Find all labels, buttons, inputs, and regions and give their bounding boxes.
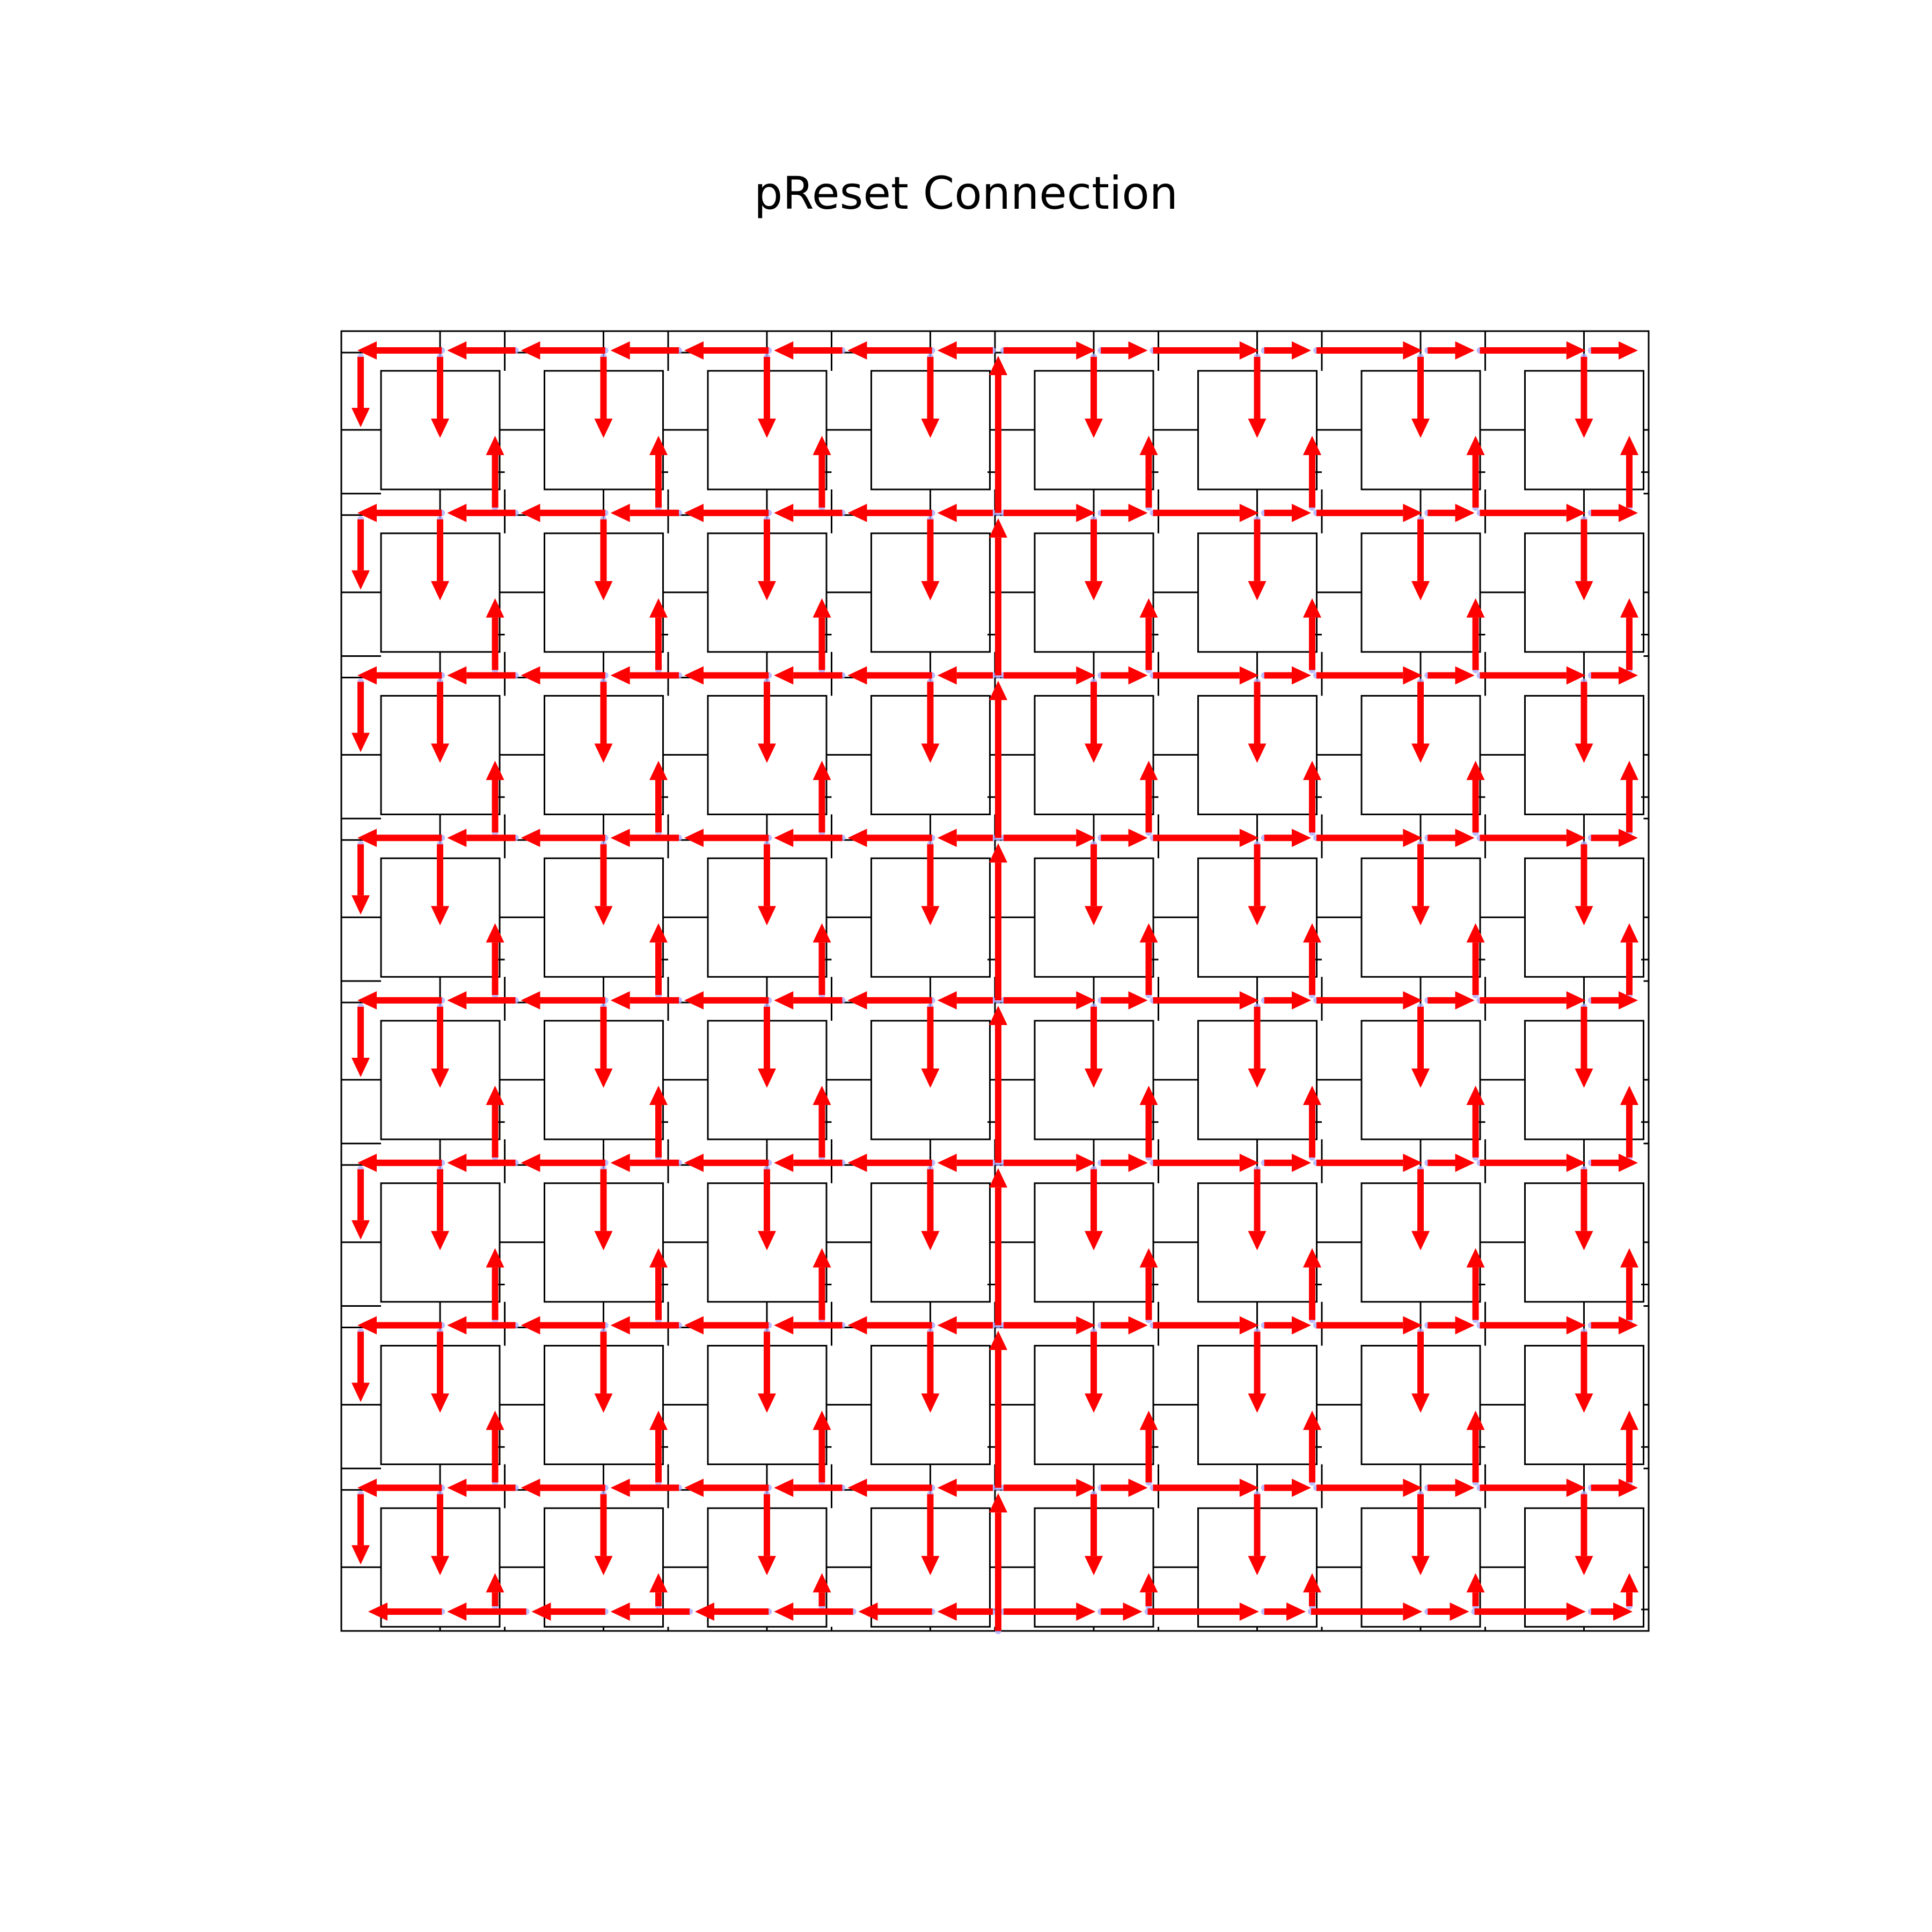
connection-arrow xyxy=(938,1154,993,1172)
connection-arrow xyxy=(1153,1154,1259,1172)
connection-arrow xyxy=(431,844,449,925)
connection-arrow xyxy=(521,991,605,1009)
connection-arrow xyxy=(431,357,449,438)
connection-arrow xyxy=(1475,1602,1586,1621)
connection-arrow xyxy=(595,1007,613,1088)
connection-arrow xyxy=(1428,667,1474,685)
connection-arrow xyxy=(758,1332,776,1413)
connection-arrow xyxy=(1620,436,1638,508)
connection-arrow xyxy=(989,518,1007,676)
connection-arrow xyxy=(486,1573,504,1606)
connection-arrow xyxy=(1428,1154,1474,1172)
connection-arrow xyxy=(1248,1007,1267,1088)
connection-arrow xyxy=(938,1316,993,1335)
connection-arrow xyxy=(1411,1332,1430,1413)
connection-arrow xyxy=(921,1007,940,1088)
connection-arrow xyxy=(921,519,940,601)
connection-arrow xyxy=(1248,1332,1267,1413)
connection-arrow xyxy=(611,1602,690,1621)
connection-arrow xyxy=(1411,519,1430,601)
connection-arrow xyxy=(595,844,613,925)
connection-arrow xyxy=(431,1169,449,1250)
connection-arrow xyxy=(1480,1154,1586,1172)
connection-arrow xyxy=(921,1494,940,1575)
connection-arrow xyxy=(357,1154,442,1172)
connection-arrow xyxy=(1411,1007,1430,1088)
connection-arrow xyxy=(1085,1332,1103,1413)
connection-arrow xyxy=(1411,844,1430,925)
connection-arrow xyxy=(1140,1573,1158,1606)
connection-arrow xyxy=(595,357,613,438)
connection-arrow xyxy=(758,844,776,925)
connection-arrow xyxy=(1085,1169,1103,1250)
connection-arrow xyxy=(1264,1154,1311,1172)
connection-arrow xyxy=(352,1169,370,1240)
connection-arrow xyxy=(1480,1479,1586,1497)
connection-arrow xyxy=(684,991,769,1009)
connection-arrow xyxy=(1316,504,1422,522)
connection-arrow xyxy=(684,1154,769,1172)
connection-arrow xyxy=(431,1494,449,1575)
connection-arrow xyxy=(813,1573,831,1606)
connection-arrow xyxy=(1575,1007,1593,1088)
connection-arrow xyxy=(684,1479,769,1497)
connection-arrow xyxy=(1428,1602,1469,1621)
connection-arrow xyxy=(684,341,769,360)
connection-arrow xyxy=(521,1154,605,1172)
connection-arrow xyxy=(1303,1573,1321,1606)
connection-arrow xyxy=(1085,844,1103,925)
connection-arrow xyxy=(848,991,932,1009)
connection-arrow xyxy=(938,1479,993,1497)
connection-arrow xyxy=(1264,829,1311,847)
connection-arrow xyxy=(1153,1479,1259,1497)
connection-arrow xyxy=(921,357,940,438)
connection-arrow xyxy=(848,1154,932,1172)
connection-arrow xyxy=(758,682,776,763)
connection-arrow xyxy=(1004,1602,1095,1621)
connection-arrow xyxy=(1153,667,1259,685)
connection-arrow xyxy=(595,1332,613,1413)
connection-arrow xyxy=(1101,1602,1142,1621)
connection-arrow xyxy=(921,682,940,763)
connection-arrow xyxy=(1085,682,1103,763)
connection-arrow xyxy=(1153,341,1259,360)
connection-arrow xyxy=(921,1169,940,1250)
connection-arrow xyxy=(921,844,940,925)
connection-arrow xyxy=(1153,991,1259,1009)
connection-arrow xyxy=(774,1602,853,1621)
connection-arrow xyxy=(1264,1479,1311,1497)
connection-arrow xyxy=(684,829,769,847)
connection-arrow xyxy=(1467,1573,1485,1606)
connection-arrow xyxy=(357,829,442,847)
connection-arrow xyxy=(1085,1007,1103,1088)
connection-arrow xyxy=(1101,829,1147,847)
connection-arrow xyxy=(1428,341,1474,360)
connection-arrow xyxy=(1620,1411,1638,1483)
connection-arrow xyxy=(1101,667,1147,685)
connection-arrow xyxy=(1316,1154,1422,1172)
connection-arrow xyxy=(938,341,993,360)
connection-arrow xyxy=(1316,667,1422,685)
connection-arrow xyxy=(1575,1332,1593,1413)
connection-arrow xyxy=(352,519,370,590)
connection-arrow xyxy=(848,829,932,847)
connection-arrow xyxy=(758,1007,776,1088)
connection-arrow xyxy=(1085,357,1103,438)
connection-arrow xyxy=(595,519,613,601)
connection-arrow xyxy=(431,1332,449,1413)
connection-arrow xyxy=(352,682,370,752)
connection-arrow xyxy=(848,341,932,360)
connection-arrow xyxy=(1248,519,1267,601)
connection-arrow xyxy=(357,1479,442,1497)
connection-arrow xyxy=(848,667,932,685)
connection-arrow xyxy=(1101,504,1147,522)
connection-arrow xyxy=(1575,1169,1593,1250)
connection-arrow xyxy=(431,519,449,601)
connection-arrow xyxy=(1591,341,1638,360)
connection-arrow xyxy=(521,829,605,847)
connection-arrow xyxy=(1316,829,1422,847)
connection-arrow xyxy=(1004,1154,1095,1172)
connection-arrow xyxy=(1153,829,1259,847)
connection-arrow xyxy=(684,1316,769,1335)
connection-arrow xyxy=(649,1573,668,1606)
connection-arrow xyxy=(352,844,370,914)
connection-arrow xyxy=(1411,357,1430,438)
connection-arrow xyxy=(1004,1479,1095,1497)
connection-arrow xyxy=(1575,519,1593,601)
connection-arrow xyxy=(1248,1494,1267,1575)
connection-arrow xyxy=(357,667,442,685)
connection-arrow xyxy=(1411,1494,1430,1575)
connection-arrow xyxy=(1004,667,1095,685)
connection-arrow xyxy=(532,1602,605,1621)
connection-arrow xyxy=(1480,667,1586,685)
connection-arrow xyxy=(1004,504,1095,522)
connection-arrow xyxy=(1428,1316,1474,1335)
connection-arrow xyxy=(1101,1479,1147,1497)
connection-arrow xyxy=(1480,829,1586,847)
connection-arrow xyxy=(1480,341,1586,360)
connection-arrow xyxy=(989,1006,1007,1163)
connection-arrow xyxy=(352,1007,370,1077)
connection-arrow xyxy=(1575,682,1593,763)
connection-arrow xyxy=(848,1479,932,1497)
connection-arrow xyxy=(1153,504,1259,522)
connection-arrow xyxy=(684,504,769,522)
connection-arrow xyxy=(1620,1086,1638,1158)
connection-arrow xyxy=(368,1602,442,1621)
connection-arrow xyxy=(1004,1316,1095,1335)
connection-arrow xyxy=(1316,991,1422,1009)
connection-arrow xyxy=(758,357,776,438)
connection-arrow xyxy=(1101,991,1147,1009)
connection-arrow xyxy=(357,991,442,1009)
connection-arrow xyxy=(1085,519,1103,601)
connection-arrow xyxy=(1480,1316,1586,1335)
connection-arrow xyxy=(1428,991,1474,1009)
connection-arrow xyxy=(1004,991,1095,1009)
connection-arrow xyxy=(1316,1316,1422,1335)
connection-arrow xyxy=(1480,504,1586,522)
connection-arrow xyxy=(989,843,1007,1000)
connection-arrow xyxy=(1316,341,1422,360)
connection-arrow xyxy=(521,504,605,522)
connection-arrow xyxy=(1620,1248,1638,1320)
connection-arrow xyxy=(1620,761,1638,833)
connection-arrow xyxy=(1101,1154,1147,1172)
connection-arrow xyxy=(521,667,605,685)
connection-arrow xyxy=(357,341,442,360)
connection-arrow xyxy=(1004,829,1095,847)
diagram-title: pReset Connection xyxy=(754,167,1178,219)
connection-arrow xyxy=(1575,1494,1593,1575)
connection-arrow xyxy=(684,667,769,685)
connection-arrow xyxy=(1248,1169,1267,1250)
connection-arrow xyxy=(1264,1316,1311,1335)
connection-arrow xyxy=(1480,991,1586,1009)
connection-arrow xyxy=(352,1494,370,1564)
connection-arrow xyxy=(1004,341,1095,360)
connection-arrow xyxy=(1428,829,1474,847)
connection-arrow xyxy=(521,1479,605,1497)
connection-arrow xyxy=(1153,1316,1259,1335)
connection-arrow xyxy=(1248,682,1267,763)
connection-arrow xyxy=(352,357,370,427)
connection-arrow xyxy=(938,829,993,847)
connection-arrow xyxy=(1620,1573,1638,1606)
connection-arrow xyxy=(1316,1479,1422,1497)
connection-arrow xyxy=(758,519,776,601)
connection-arrow xyxy=(357,504,442,522)
connection-arrow xyxy=(1085,1494,1103,1575)
connection-arrow xyxy=(938,504,993,522)
connection-arrow xyxy=(521,1316,605,1335)
connection-arrow xyxy=(1101,1316,1147,1335)
connection-arrow xyxy=(1428,504,1474,522)
connection-arrow xyxy=(938,667,993,685)
connection-arrow xyxy=(1264,667,1311,685)
connection-arrow xyxy=(989,1168,1007,1326)
connection-arrow xyxy=(1311,1602,1422,1621)
connection-arrow xyxy=(1264,991,1311,1009)
connection-arrow xyxy=(1411,682,1430,763)
connection-arrow xyxy=(848,1316,932,1335)
connection-arrow xyxy=(1575,357,1593,438)
connection-arrow xyxy=(1264,341,1311,360)
connection-arrow xyxy=(1248,844,1267,925)
connection-arrow xyxy=(938,991,993,1009)
connection-arrow xyxy=(1428,1479,1474,1497)
connection-arrow xyxy=(1620,923,1638,995)
connection-arrow xyxy=(1575,844,1593,925)
connection-arrow xyxy=(357,1316,442,1335)
connection-arrow xyxy=(1248,357,1267,438)
connection-arrow xyxy=(989,681,1007,838)
connection-arrow xyxy=(447,1602,526,1621)
connection-arrow xyxy=(1411,1169,1430,1250)
connection-arrow xyxy=(431,1007,449,1088)
connection-arrow xyxy=(1264,1602,1306,1621)
connection-arrow xyxy=(758,1494,776,1575)
connection-arrow xyxy=(848,504,932,522)
connection-arrow xyxy=(921,1332,940,1413)
connection-arrow xyxy=(938,1602,993,1621)
connection-arrow xyxy=(1148,1602,1259,1621)
connection-arrow xyxy=(521,341,605,360)
connection-arrow xyxy=(1620,598,1638,670)
connection-arrow xyxy=(758,1169,776,1250)
connection-arrow xyxy=(1264,504,1311,522)
connection-arrow xyxy=(859,1602,932,1621)
connection-arrow xyxy=(595,682,613,763)
connection-arrow xyxy=(595,1169,613,1250)
connection-arrow xyxy=(431,682,449,763)
connection-arrow xyxy=(352,1332,370,1402)
connection-arrow xyxy=(989,1331,1007,1488)
connection-arrow xyxy=(595,1494,613,1575)
connection-arrow xyxy=(1101,341,1147,360)
connection-arrow xyxy=(695,1602,769,1621)
connection-arrow xyxy=(989,356,1007,513)
